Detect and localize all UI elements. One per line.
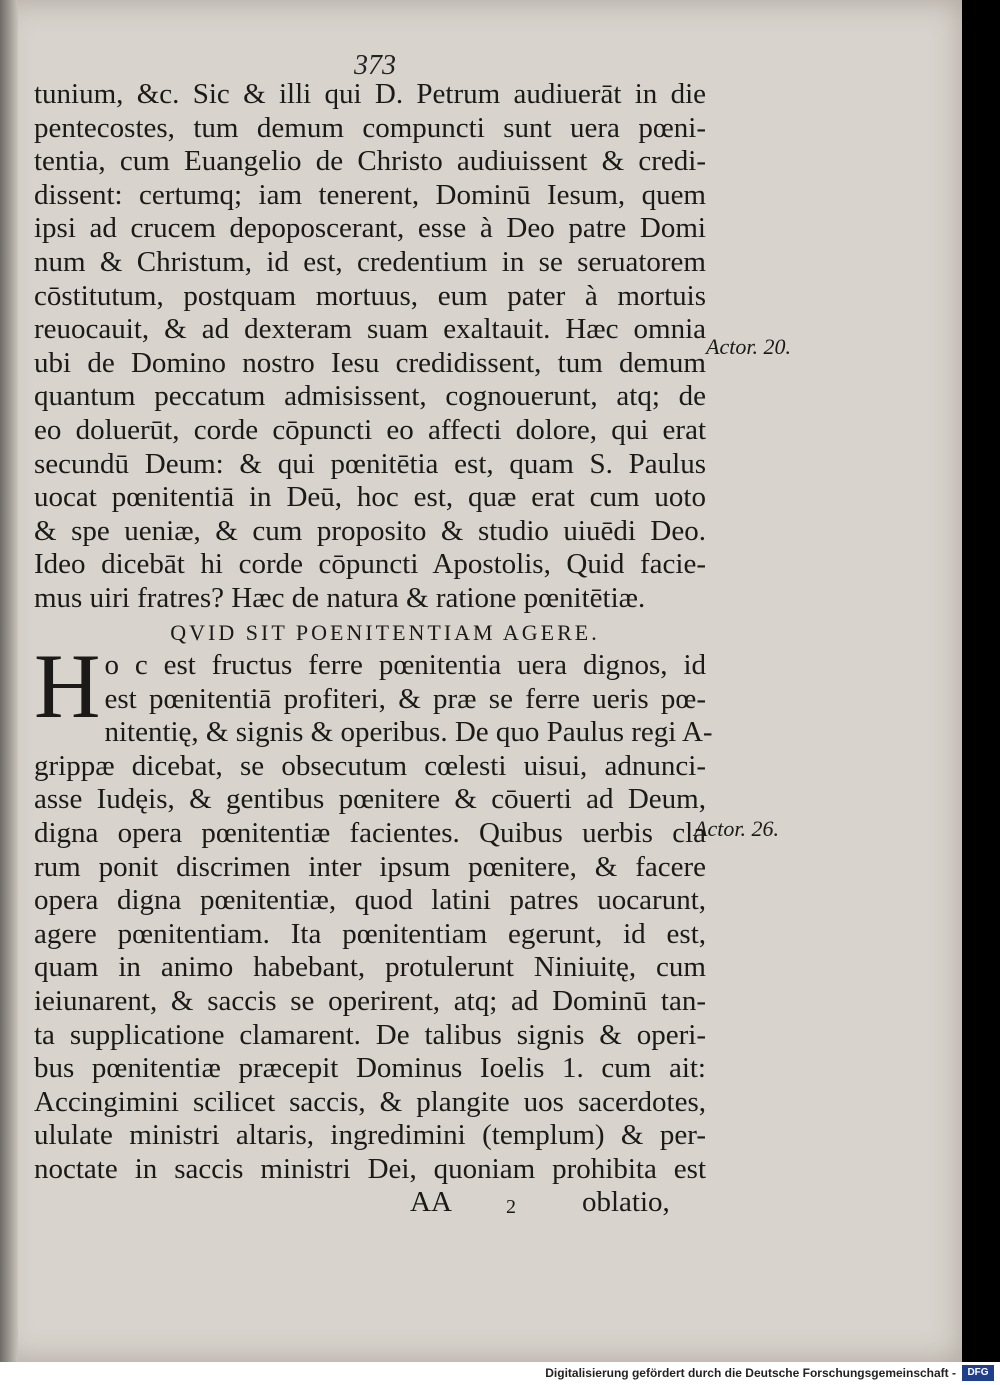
text-line: num & Christum, id est, credentium in se seruatorem [34, 245, 706, 278]
text-line: pentecostes, tum demum compuncti sunt uera pœni- [34, 111, 706, 144]
text-line: tunium, &c. Sic & illi qui D. Petrum audiuerāt in die [34, 78, 706, 110]
section-heading: QVID SIT POENITENTIAM AGERE. [170, 619, 600, 645]
text-line: agere pœnitentiam. Ita pœnitentiam egerunt, id est, [34, 917, 706, 950]
text-line: ieiunarent, & saccis se operirent, atq; ad Dominū tan- [34, 985, 706, 1018]
text-line: nitentię, & signis & operibus. De quo Paulus regi A- [104, 716, 713, 749]
text-line: grippæ dicebat, se obsecutum cœlesti uisui, adnunci- [34, 749, 706, 782]
paragraph-1 [34, 78, 706, 616]
text-line: quam in animo habebant, protulerunt Niniuitę, cum [34, 951, 706, 984]
body-text [34, 78, 713, 1187]
margin-note-actor-26: Actor. 26. [694, 816, 779, 841]
text-line: est pœnitentiā profiteri, & præ se ferre ueris pœ- [104, 682, 706, 715]
text-line: noctate in saccis ministri Dei, quoniam prohibita est [34, 1153, 706, 1185]
catchword: oblatio, [582, 1186, 670, 1218]
text-line: o c est fructus ferre pœnitentia uera dignos, id [104, 649, 706, 682]
dfg-logo: DFG [962, 1365, 994, 1381]
text-line: eo doluerūt, corde cōpuncti eo affecti dolore, qui erat [34, 413, 706, 446]
paragraph-2 [34, 635, 713, 1187]
text-line: rum ponit discrimen inter ipsum pœnitere, & facere [34, 850, 706, 883]
drop-cap-lines [34, 649, 706, 716]
text-line: ipsi ad crucem depoposcerant, esse à Deo patre Domi [34, 212, 706, 245]
margin-note-actor-20: Actor. 20. [706, 334, 791, 359]
paragraph-2-body [34, 716, 713, 1186]
text-line: quantum peccatum admisissent, cognouerunt, atq; de [34, 380, 706, 413]
text-line: Accingimini scilicet saccis, & plangite uos sacerdotes, [34, 1085, 706, 1118]
signature-mark: AA [410, 1186, 452, 1218]
page-gutter [0, 0, 18, 1362]
text-line: reuocauit, & ad dexteram suam exaltauit. Hæc omnia [34, 313, 706, 346]
funding-notice: Digitalisierung gefördert durch die Deutsche Forschungsgemeinschaft - [545, 1366, 956, 1380]
text-line: & spe ueniæ, & cum proposito & studio uiuēdi Deo. [34, 514, 706, 547]
text-line: tentia, cum Euangelio de Christo audiuissent & credi- [34, 145, 706, 178]
text-line: digna opera pœnitentiæ facientes. Quibus uerbis cla [34, 817, 706, 850]
text-line: Ideo dicebāt hi corde cōpuncti Apostolis, Quid facie- [34, 548, 706, 581]
drop-cap: H [34, 635, 101, 738]
signature-number: 2 [506, 1196, 516, 1218]
text-line: mus uiri fratres? Hæc de natura & ratione pœnitētiæ. [34, 581, 646, 614]
text-line: ululate ministri altaris, ingredimini (templum) & per- [34, 1119, 706, 1152]
text-line: uocat pœnitentiā in Deū, hoc est, quæ erat cum uoto [34, 481, 706, 514]
text-line: secundū Deum: & qui pœnitētia est, quam S. Paulus [34, 447, 706, 480]
text-line: ubi de Domino nostro Iesu credidissent, tum demum [34, 346, 706, 379]
page-number: 373 [354, 50, 396, 81]
text-line: dissent: certumq; iam tenerent, Dominū Iesum, quem [34, 178, 706, 211]
text-line: asse Iudęis, & gentibus pœnitere & cōuerti ad Deum, [34, 783, 706, 816]
footer-bar [0, 1362, 1000, 1385]
text-line: opera digna pœnitentiæ, quod latini patres uocarunt, [34, 884, 706, 917]
text-line: ta supplicatione clamarent. De talibus signis & operi- [34, 1018, 706, 1051]
text-line: bus pœnitentiæ præcepit Dominus Ioelis 1. cum ait: [34, 1052, 706, 1085]
text-line: cōstitutum, postquam mortuus, eum pater à mortuis [34, 279, 706, 312]
